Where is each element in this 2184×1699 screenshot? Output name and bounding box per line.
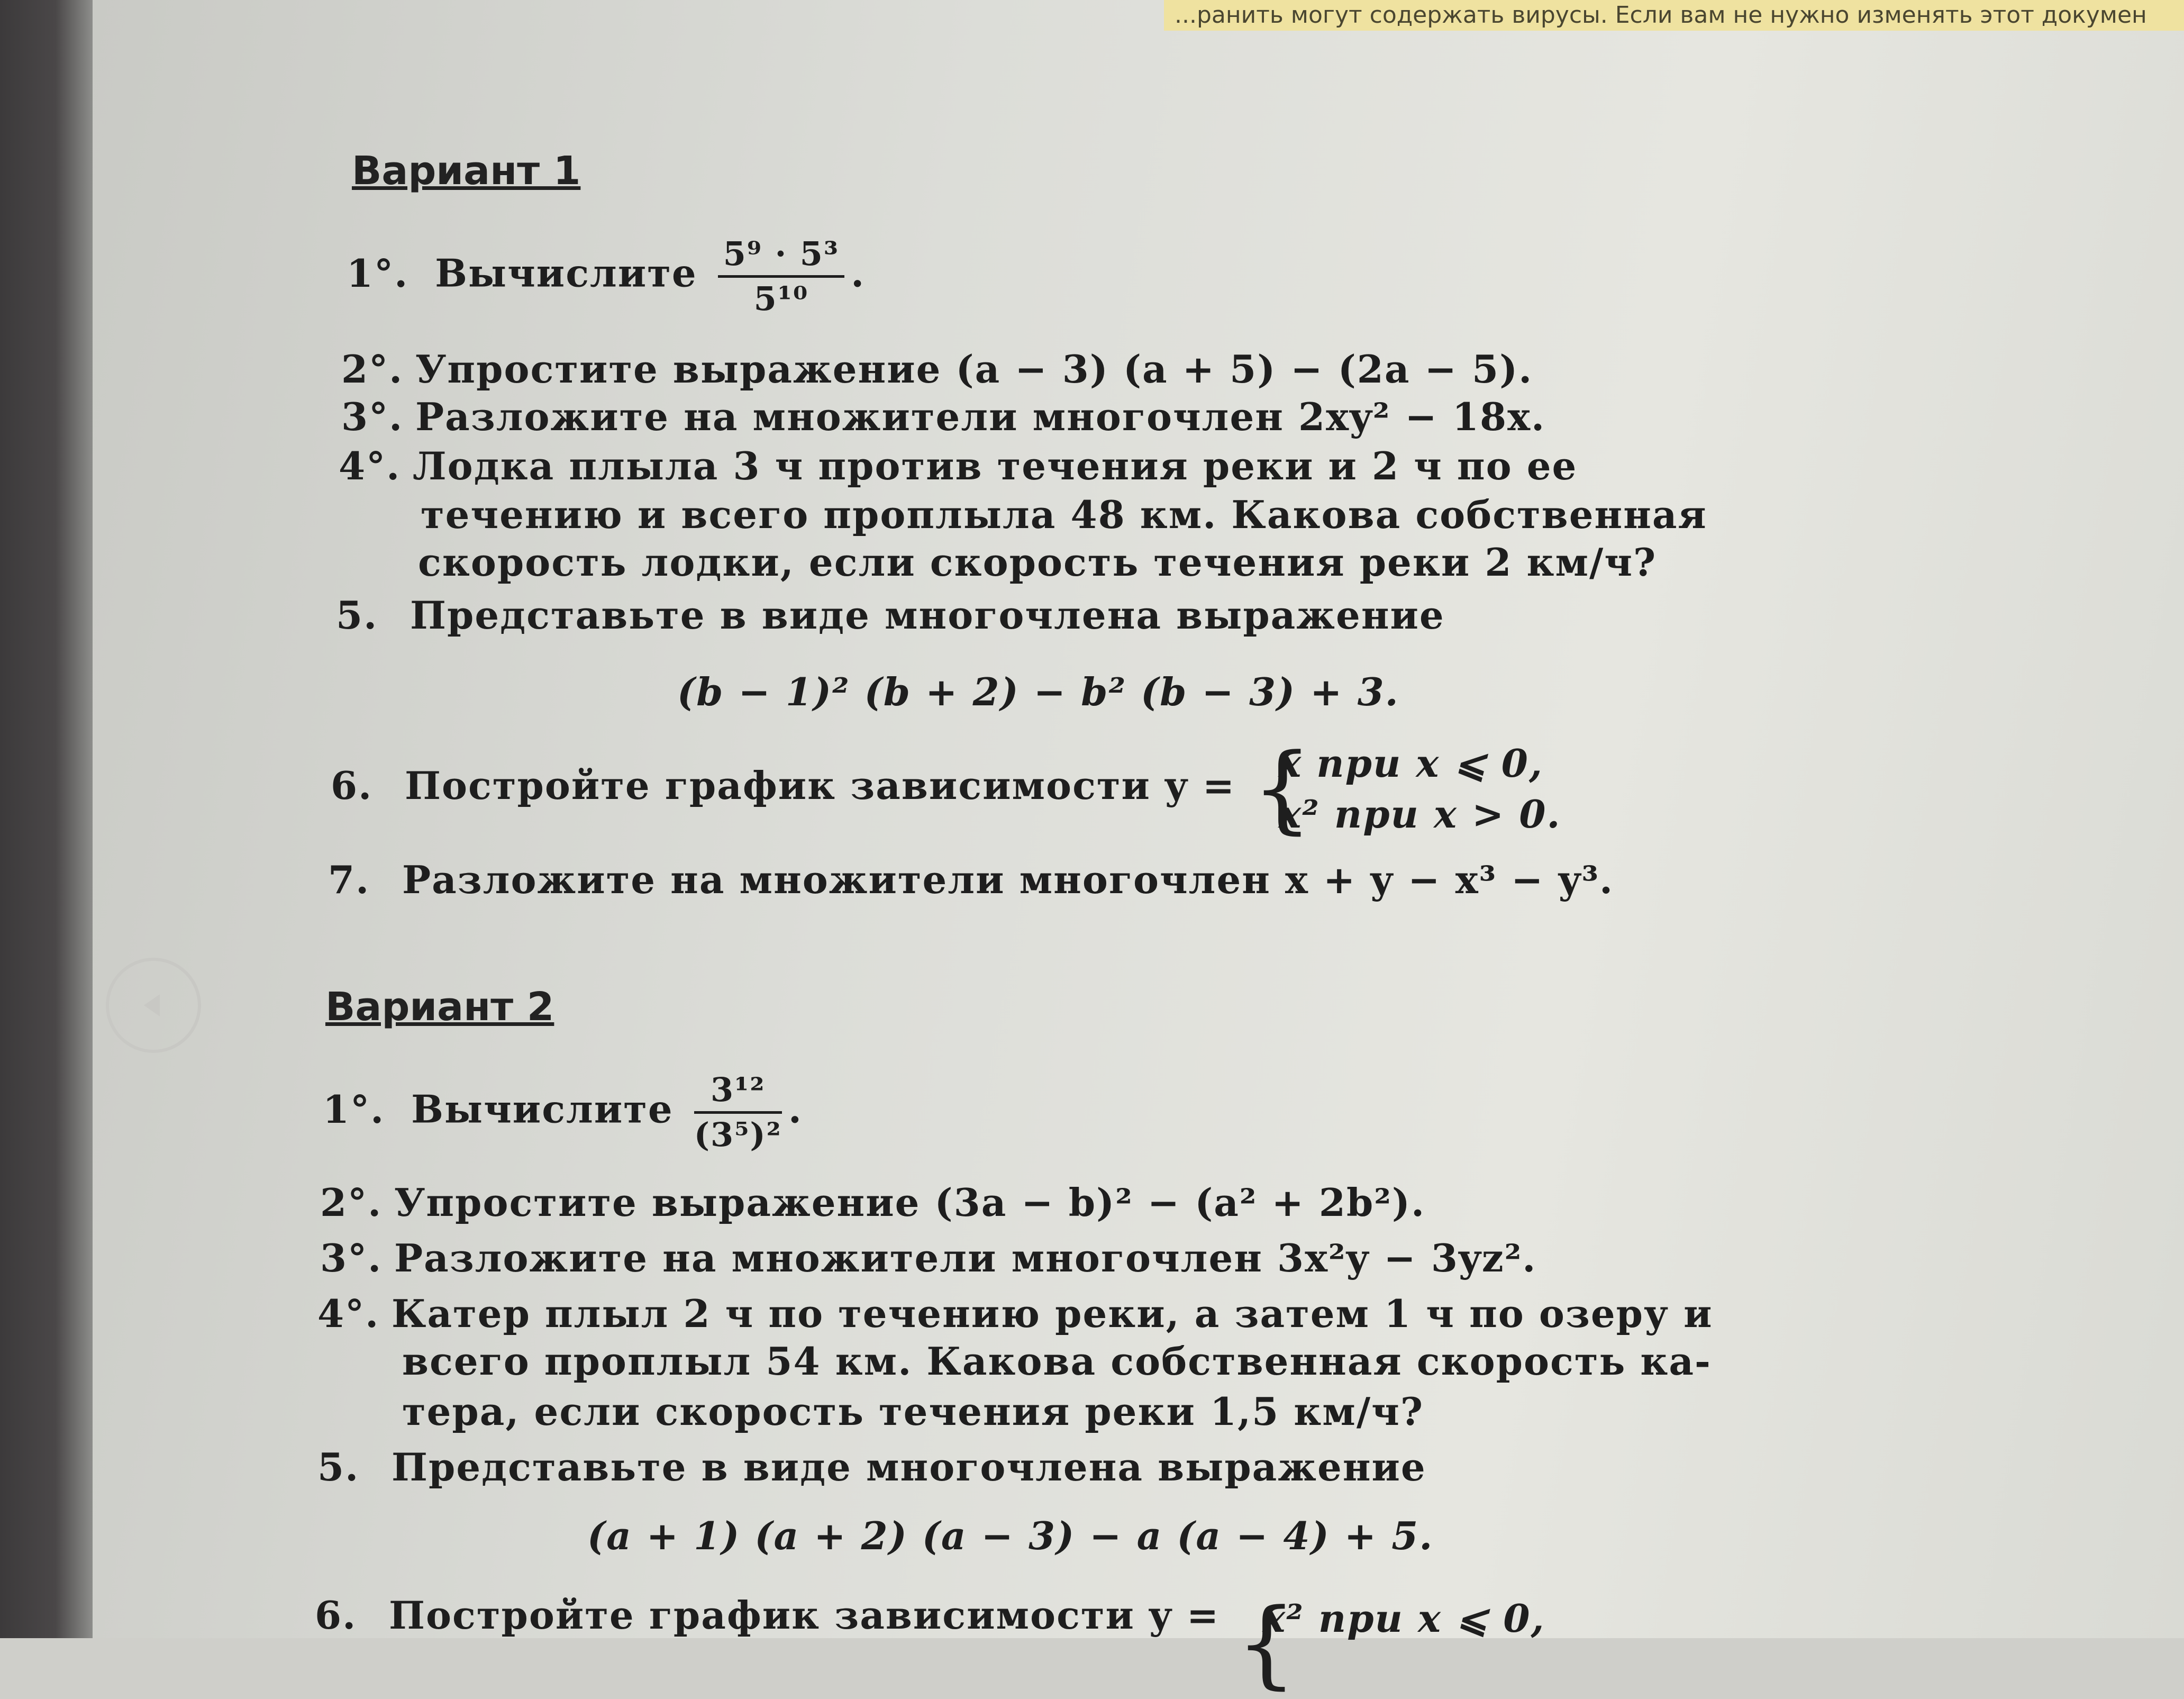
- v2-task-5: [317, 1444, 1426, 1489]
- task-text: Вычислите: [435, 250, 697, 296]
- fraction-numerator: 3¹²: [694, 1069, 782, 1114]
- task-number: 3°.: [341, 394, 404, 439]
- task-text: Вычислите: [411, 1086, 674, 1132]
- task-tail: .: [788, 1086, 803, 1132]
- v1-task-5: [336, 593, 1445, 638]
- task-text-line: Лодка плыла 3 ч против течения реки и 2 ч по ее: [413, 443, 1578, 488]
- v1-task-6: [331, 733, 1561, 844]
- fraction-denominator: (3⁵)²: [694, 1115, 782, 1154]
- case-row: x при x ⩽ 0,: [1278, 741, 1543, 786]
- task-text: Упростите выражение (3a − b)² − (a² + 2b²).: [394, 1180, 1426, 1225]
- task-text: Постройте график зависимости y =: [405, 763, 1236, 808]
- variant1-heading: Вариант 1: [352, 148, 581, 194]
- monitor-bezel: [0, 0, 93, 1638]
- task-number: 2°.: [341, 347, 404, 392]
- brace-icon: {: [1236, 1588, 1298, 1699]
- protected-view-bar[interactable]: [1164, 0, 2184, 31]
- task-text: Представьте в виде многочлена выражение: [392, 1444, 1426, 1489]
- v2-task-4: [317, 1291, 1713, 1336]
- variant2-heading: Вариант 2: [325, 984, 554, 1030]
- task-text: Упростите выражение (a − 3) (a + 5) − (2a − 5).: [415, 347, 1533, 392]
- task-number: 4°.: [339, 443, 401, 488]
- piecewise-system: [1236, 1588, 1545, 1699]
- fraction-denominator: 5¹⁰: [753, 279, 809, 318]
- task-text: Разложите на множители многочлен 3x²y − 3yz².: [394, 1235, 1537, 1280]
- task-number: 4°.: [317, 1291, 380, 1336]
- piecewise-system: [1252, 733, 1561, 844]
- task-number: 1°.: [347, 250, 409, 296]
- task-number: 3°.: [320, 1235, 383, 1280]
- v1-task-2: [341, 347, 1533, 392]
- v2-task-4-line-2: всего проплыл 54 км. Какова собственная скорость ка-: [402, 1339, 1712, 1384]
- v1-task-4: [339, 443, 1577, 488]
- task-number: 2°.: [320, 1180, 383, 1225]
- task-text: Представьте в виде многочлена выражение: [410, 593, 1445, 638]
- v1-task-1: [347, 233, 865, 320]
- task-tail: .: [851, 250, 866, 296]
- v2-task-6: [315, 1588, 1545, 1699]
- v1-task-4-line-3: скорость лодки, если скорость течения реки 2 км/ч?: [418, 540, 1657, 585]
- fraction-numerator: 5⁹ · 5³: [718, 233, 844, 278]
- v1-task-4-line-2: течению и всего проплыла 48 км. Какова собственная: [421, 492, 1707, 537]
- protected-view-message: ...ранить могут содержать вирусы. Если вам не нужно изменять этот докумен: [1175, 2, 2147, 29]
- left-arrow-icon: [138, 989, 169, 1021]
- task-number: 7.: [328, 857, 370, 902]
- v1-task-7: [328, 857, 1614, 902]
- v2-task-3: [320, 1235, 1536, 1280]
- v2-task-4-line-3: тера, если скорость течения реки 1,5 км/ч?: [402, 1389, 1424, 1434]
- task-number: 6.: [315, 1593, 357, 1638]
- previous-page-button[interactable]: [106, 958, 201, 1053]
- task-number: 1°.: [323, 1086, 385, 1132]
- task-text-line: Катер плыл 2 ч по течению реки, а затем 1 ч по озеру и: [392, 1291, 1713, 1336]
- fraction: [694, 1069, 782, 1156]
- v2-task-5-expression: (a + 1) (a + 2) (a − 3) − a (a − 4) + 5.: [587, 1513, 1434, 1558]
- case-row: x² при x > 0.: [1278, 792, 1561, 837]
- fraction: [718, 233, 844, 320]
- v1-task-3: [341, 394, 1545, 439]
- v2-task-1: [323, 1069, 803, 1156]
- brace-icon: {: [1252, 733, 1314, 844]
- task-number: 6.: [331, 763, 373, 808]
- task-text: Разложите на множители многочлен 2xy² − 18x.: [415, 394, 1546, 439]
- task-text: Разложите на множители многочлен x + y − x³ − y³.: [402, 857, 1614, 902]
- v2-task-2: [320, 1180, 1425, 1225]
- task-number: 5.: [336, 593, 378, 638]
- task-number: 5.: [317, 1444, 360, 1489]
- case-row: x² при x ⩽ 0,: [1262, 1596, 1545, 1641]
- v1-task-5-expression: (b − 1)² (b + 2) − b² (b − 3) + 3.: [677, 669, 1399, 714]
- task-text: Постройте график зависимости y =: [389, 1593, 1220, 1638]
